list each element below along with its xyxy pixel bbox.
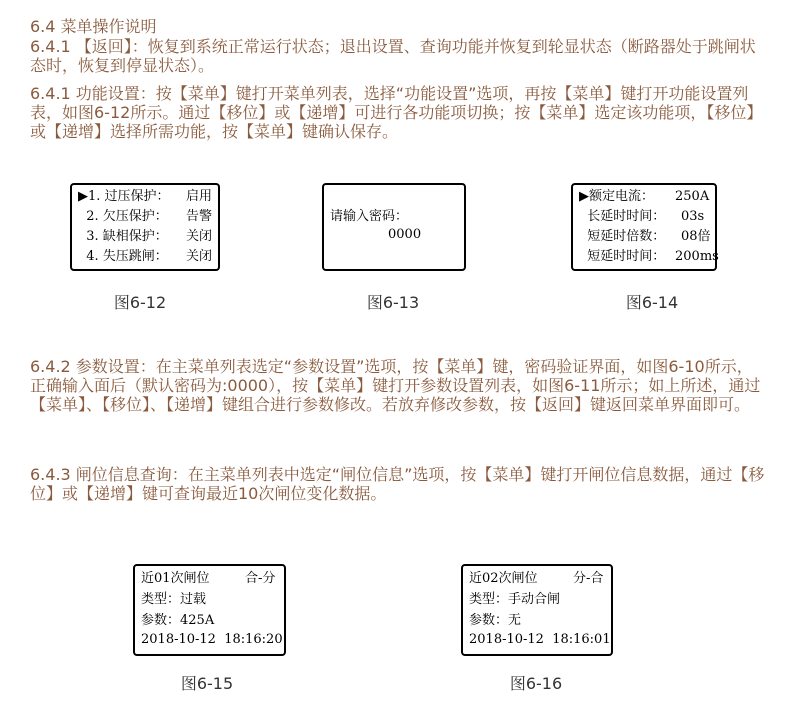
lcd-row: 2. 欠压保护： 告警 [78, 209, 213, 224]
lcd-breaker-record-2 [461, 564, 613, 656]
lcd-breaker-record-1 [133, 564, 286, 656]
lcd-function-settings [70, 183, 220, 271]
record-time: 2018-10-12 18:16:01 [469, 632, 611, 647]
record-param: 参数：425A [141, 613, 215, 628]
lcd-row: 长延时时间： 03s [579, 209, 705, 224]
lcd-password [322, 183, 466, 271]
record-param: 参数：无 [469, 613, 522, 628]
lcd-row: 短延时倍数： 08倍 [579, 229, 711, 244]
lcd-row: ▶额定电流： 250A [579, 189, 710, 204]
lcd-row: 近01次闸位 合-分 [141, 571, 276, 586]
figure-caption: 图6-16 [509, 674, 563, 693]
lcd-row: ▶1. 过压保护： 启用 [78, 189, 213, 204]
paragraph-6-4-1-return: 6.4.1 【返回】：恢复到系统正常运行状态；退出设置、查询功能并恢复到轮显状态（断路器处于跳闸状态时，恢复到停显状态）。 [30, 37, 756, 75]
section-title: 6.4 菜单操作说明 [30, 17, 157, 36]
record-time: 2018-10-12 18:16:20 [141, 632, 283, 647]
paragraph-6-4-3: 6.4.3 闸位信息查询：在主菜单列表中选定“闸位信息”选项，按【菜单】键打开闸位信息数据，通过【移位】或【递增】键可查询最近10次闸位变化数据。 [30, 465, 765, 503]
paragraph-6-4-1-function: 6.4.1 功能设置：按【菜单】键打开菜单列表，选择“功能设置”选项，再按【菜单】键打开功能设置列表，如图6-12所示。通过【移位】或【递增】可进行各功能项切换；按【菜单】选定该功能项，【移位】或【递增】选择所需功能，按【菜单】键确认保存。 [30, 84, 763, 141]
record-type: 类型：手动合闸 [469, 592, 561, 607]
lcd-row: 近02次闸位 分-合 [469, 571, 604, 586]
figure-caption: 图6-12 [113, 293, 167, 312]
lcd-parameter-settings [571, 183, 717, 271]
record-type: 类型：过载 [141, 592, 207, 607]
figure-caption: 图6-13 [366, 293, 420, 312]
lcd-row: 短延时时间： 200ms [579, 249, 719, 264]
paragraph-6-4-2: 6.4.2 参数设置：在主菜单列表选定“参数设置”选项，按【菜单】键，密码验证界面，如图6-10所示，正确输入面后（默认密码为:0000），按【菜单】键打开参数设置列表，如图6-11所示；如上所述，通过【菜单】、【移位】、【递增】键组合进行参数修改。若放弃修改参数，按【返回】键返回菜单界面即可。 [30, 357, 761, 414]
password-prompt: 请输入密码： [330, 209, 409, 224]
figure-caption: 图6-15 [180, 674, 234, 693]
password-value: 0000 [388, 227, 422, 242]
figure-caption: 图6-14 [625, 293, 679, 312]
lcd-row: 3. 缺相保护： 关闭 [78, 229, 213, 244]
lcd-row: 4. 失压跳闸： 关闭 [78, 249, 213, 264]
